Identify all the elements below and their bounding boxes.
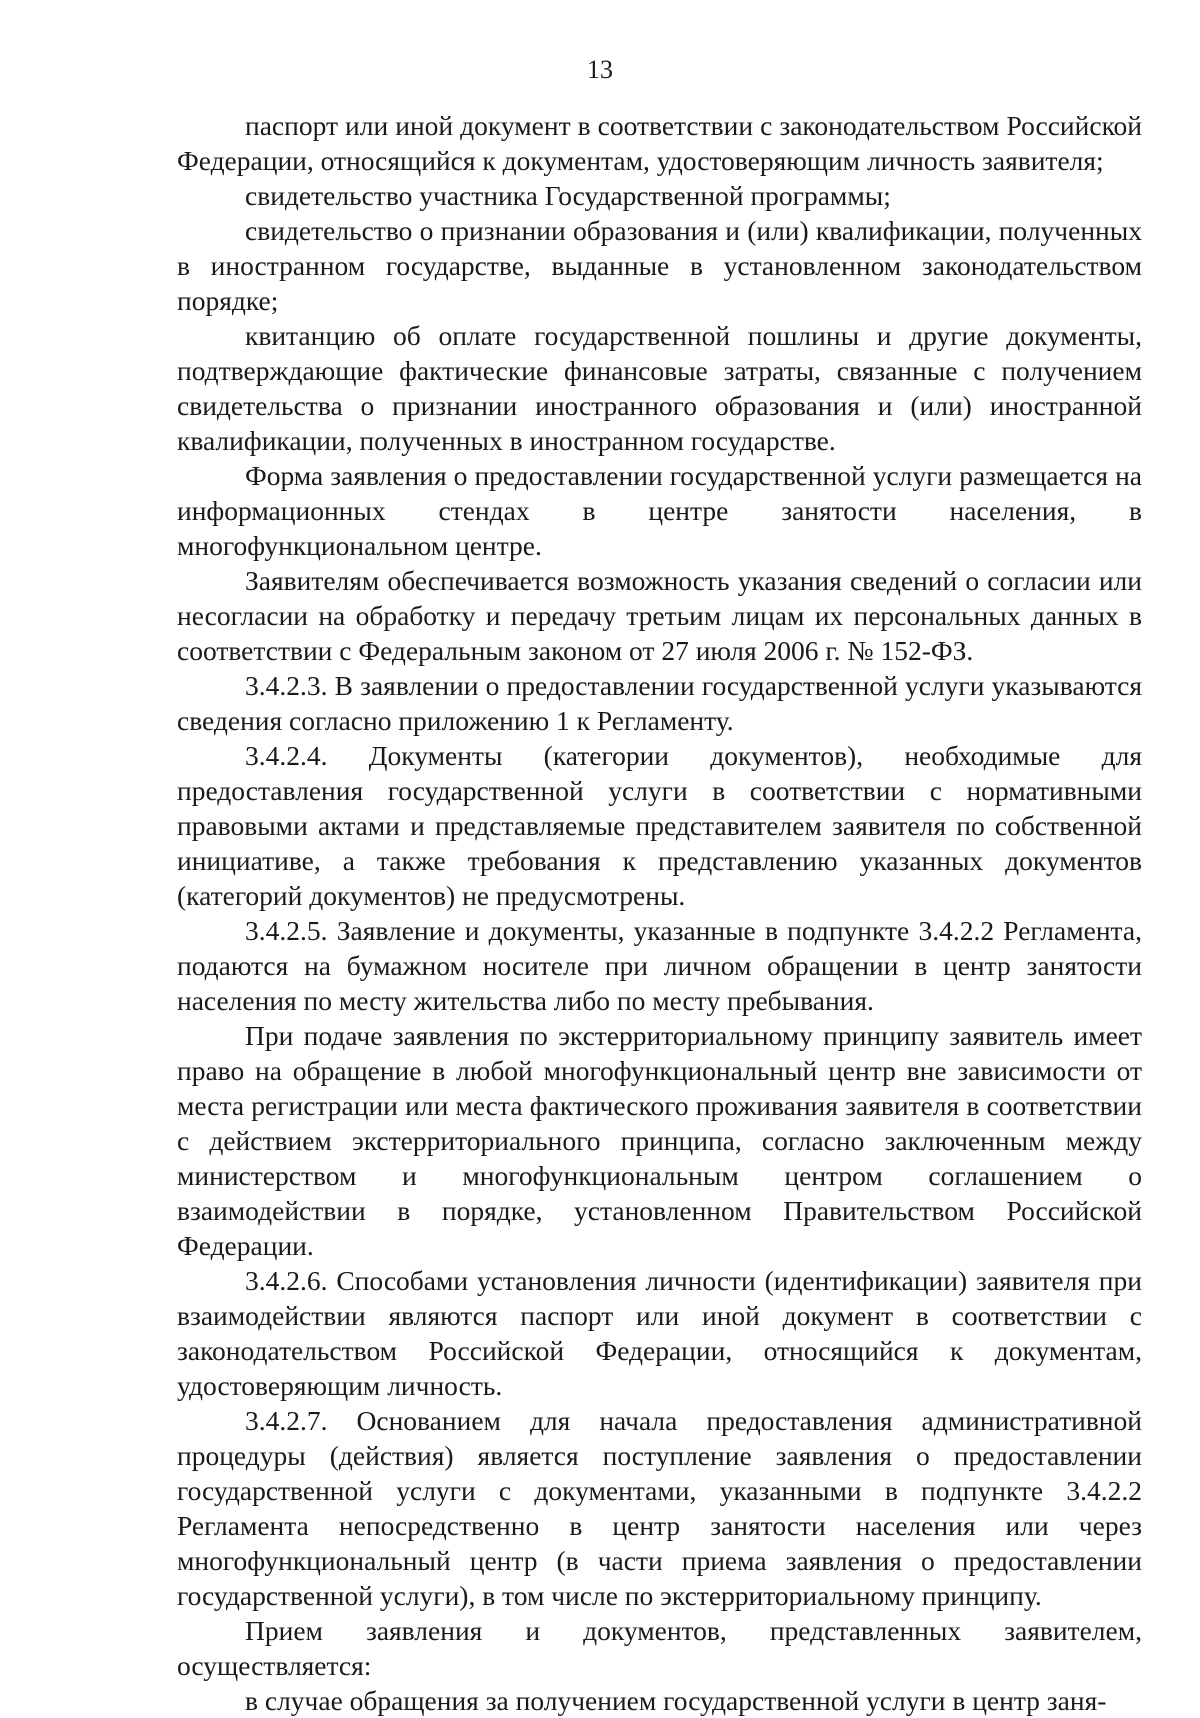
document-body: [177, 108, 1142, 1718]
paragraph-fee-receipt: квитанцию об оплате государственной пошлины и другие документы, подтверждающие фактические финансовые затраты, связанные с получением свидетельства о признании иностранного образования и (или) иностранной квалификации, полученных в иностранном государстве.: [177, 320, 1142, 456]
paragraph-3-4-2-4: 3.4.2.4. Документы (категории документов), необходимые для предоставления государственной услуги в соответствии с нормативными правовыми актами и представляемые представителем заявителя по собственной инициативе, а также требования к представлению указанных документов (категорий документов) не предусмотрены.: [177, 740, 1142, 911]
paragraph-3-4-2-6: 3.4.2.6. Способами установления личности (идентификации) заявителя при взаимодействии являются паспорт или иной документ в соответствии с законодательством Российской Федерации, относящийся к документам, удостоверяющим личность.: [177, 1265, 1142, 1401]
paragraph-personal-data-consent: Заявителям обеспечивается возможность указания сведений о согласии или несогласии на обработку и передачу третьим лицам их персональных данных в соответствии с Федеральным законом от 27 июля 2006 г. № 152-ФЗ.: [177, 565, 1142, 666]
paragraph-application-form: Форма заявления о предоставлении государственной услуги размещается на информационных стендах в центре занятости населения, в многофункциональном центре.: [177, 460, 1142, 561]
paragraph-education-recognition: свидетельство о признании образования и (или) квалификации, полученных в иностранном государстве, выданные в установленном законодательством порядке;: [177, 215, 1142, 316]
paragraph-passport: паспорт или иной документ в соответствии с законодательством Российской Федерации, относящийся к документам, удостоверяющим личность заявителя;: [177, 110, 1142, 176]
paragraph-3-4-2-3: 3.4.2.3. В заявлении о предоставлении государственной услуги указываются сведения согласно приложению 1 к Регламенту.: [177, 670, 1142, 736]
paragraph-3-4-2-7: 3.4.2.7. Основанием для начала предоставления административной процедуры (действия) является поступление заявления о предоставлении государственной услуги с документами, указанными в подпункте 3.4.2.2 Регламента непосредственно в центр занятости населения или через многофункциональный центр (в части приема заявления о предоставлении государственной услуги), в том числе по экстерриториальному принципу.: [177, 1405, 1142, 1611]
paragraph-reception: Прием заявления и документов, представленных заявителем, осуществляется:: [177, 1615, 1142, 1681]
paragraph-program-certificate: свидетельство участника Государственной программы;: [245, 180, 891, 211]
paragraph-3-4-2-5: 3.4.2.5. Заявление и документы, указанные в подпункте 3.4.2.2 Регламента, подаются на бумажном носителе при личном обращении в центр занятости населения по месту жительства либо по месту пребывания.: [177, 915, 1142, 1016]
page-number: 13: [587, 55, 613, 84]
paragraph-extraterritorial: При подаче заявления по экстерриториальному принципу заявитель имеет право на обращение в любой многофункциональный центр вне зависимости от места регистрации или места фактического проживания заявителя в соответствии с действием экстерриториального принципа, согласно заключенным между министерством и многофункциональным центром соглашением о взаимодействии в порядке, установленном Правительством Российской Федерации.: [177, 1020, 1142, 1261]
paragraph-employment-center: в случае обращения за получением государственной услуги в центр заня-: [245, 1685, 1107, 1716]
